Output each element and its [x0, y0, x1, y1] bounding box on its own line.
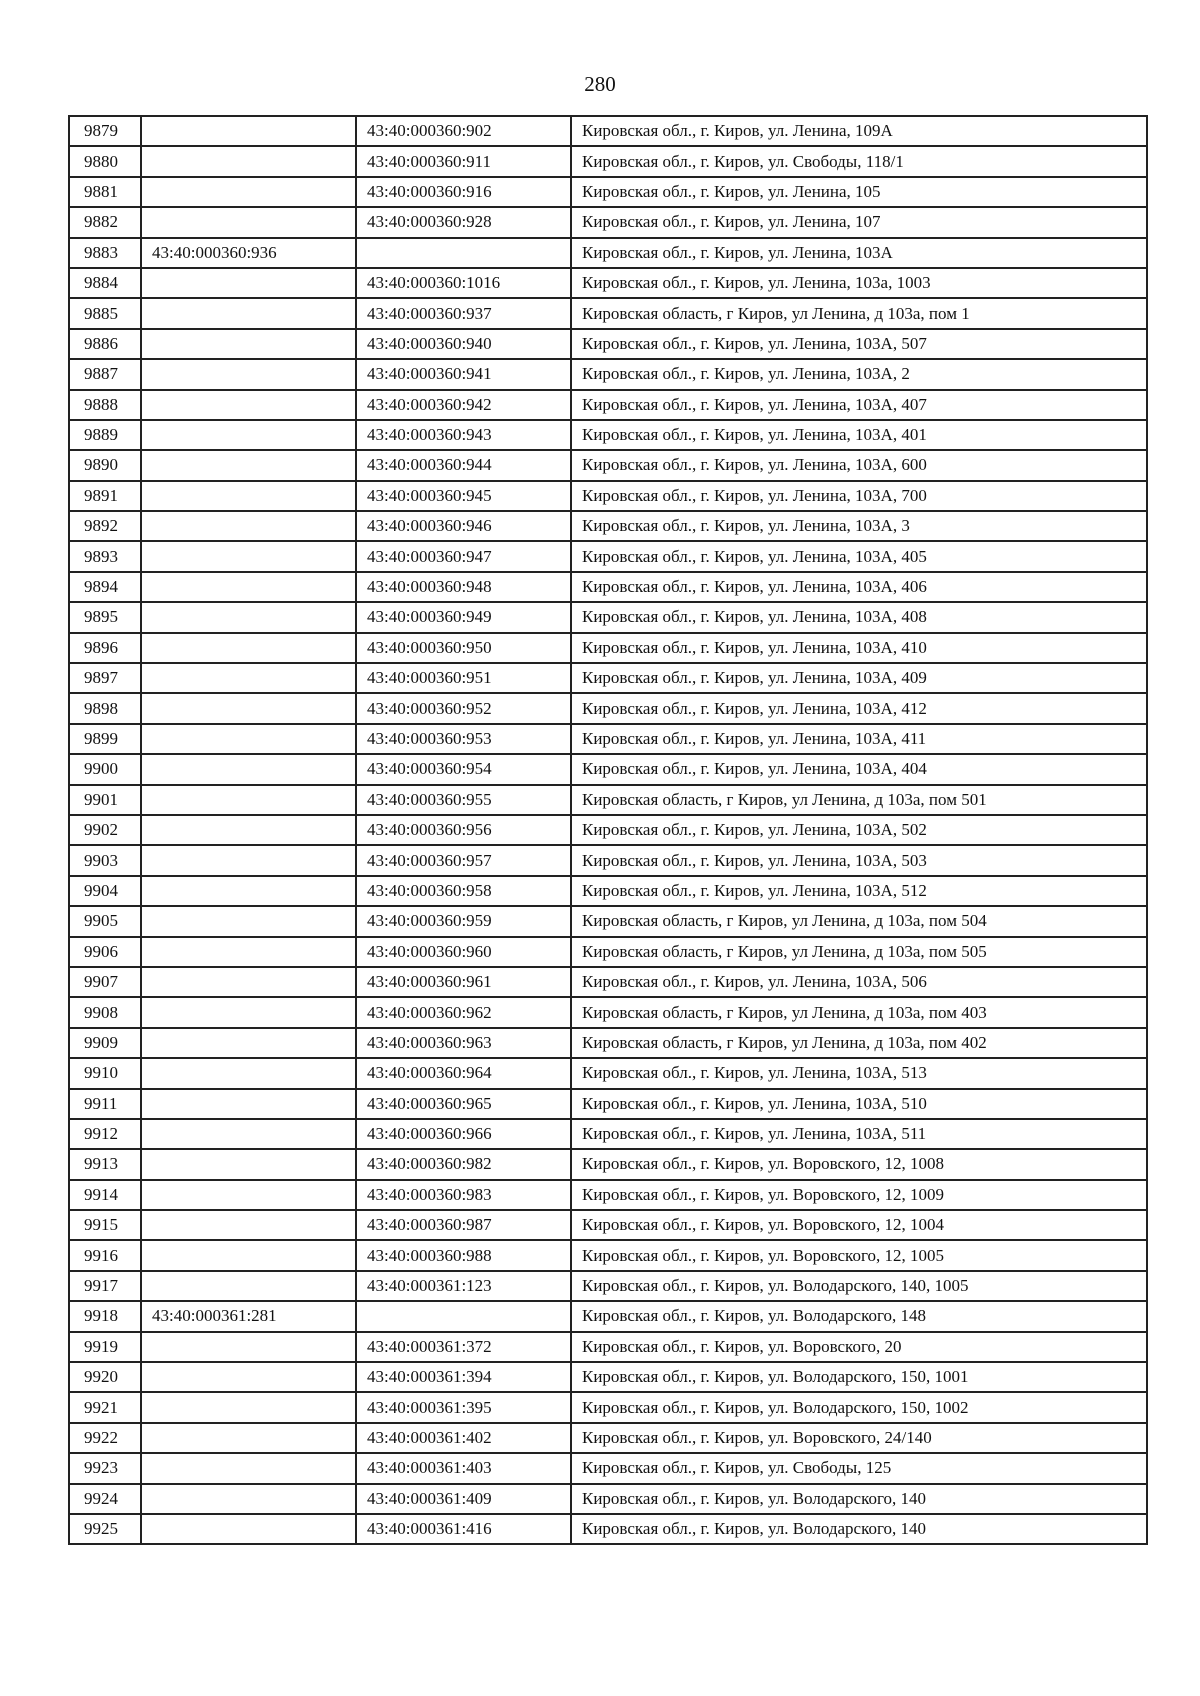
- land-cadastral-number-cell: [141, 1028, 356, 1058]
- address-cell: Кировская обл., г. Киров, ул. Ленина, 103А, 405: [571, 541, 1147, 571]
- row-number-cell: 9922: [69, 1423, 141, 1453]
- row-number-cell: 9908: [69, 997, 141, 1027]
- object-cadastral-number-cell: 43:40:000360:946: [356, 511, 571, 541]
- address-cell: Кировская обл., г. Киров, ул. Воровского, 12, 1008: [571, 1149, 1147, 1179]
- address-cell: Кировская обл., г. Киров, ул. Воровского, 12, 1005: [571, 1240, 1147, 1270]
- address-cell: Кировская обл., г. Киров, ул. Ленина, 103А, 512: [571, 876, 1147, 906]
- row-number-cell: 9881: [69, 177, 141, 207]
- address-cell: Кировская обл., г. Киров, ул. Ленина, 103А, 3: [571, 511, 1147, 541]
- table-row: [69, 1392, 1147, 1422]
- address-cell: Кировская обл., г. Киров, ул. Ленина, 103А, 2: [571, 359, 1147, 389]
- land-cadastral-number-cell: [141, 1058, 356, 1088]
- row-number-cell: 9910: [69, 1058, 141, 1088]
- table-row: [69, 450, 1147, 480]
- row-number-cell: 9916: [69, 1240, 141, 1270]
- address-cell: Кировская область, г Киров, ул Ленина, д 103а, пом 501: [571, 785, 1147, 815]
- row-number-cell: 9898: [69, 693, 141, 723]
- table-row: [69, 146, 1147, 176]
- row-number-cell: 9901: [69, 785, 141, 815]
- row-number-cell: 9902: [69, 815, 141, 845]
- land-cadastral-number-cell: [141, 693, 356, 723]
- address-cell: Кировская обл., г. Киров, ул. Ленина, 103А, 411: [571, 724, 1147, 754]
- address-cell: Кировская обл., г. Киров, ул. Воровского, 12, 1004: [571, 1210, 1147, 1240]
- land-cadastral-number-cell: [141, 146, 356, 176]
- object-cadastral-number-cell: 43:40:000360:988: [356, 1240, 571, 1270]
- address-cell: Кировская обл., г. Киров, ул. Ленина, 103а, 1003: [571, 268, 1147, 298]
- table-row: [69, 663, 1147, 693]
- object-cadastral-number-cell: 43:40:000360:943: [356, 420, 571, 450]
- address-cell: Кировская обл., г. Киров, ул. Воровского, 12, 1009: [571, 1180, 1147, 1210]
- row-number-cell: 9914: [69, 1180, 141, 1210]
- table-row: [69, 481, 1147, 511]
- table-row: [69, 1271, 1147, 1301]
- page-number: 280: [584, 72, 616, 96]
- land-cadastral-number-cell: [141, 1484, 356, 1514]
- object-cadastral-number-cell: 43:40:000361:402: [356, 1423, 571, 1453]
- address-cell: Кировская обл., г. Киров, ул. Ленина, 103А, 503: [571, 845, 1147, 875]
- land-cadastral-number-cell: [141, 1240, 356, 1270]
- table-row: [69, 1453, 1147, 1483]
- object-cadastral-number-cell: 43:40:000360:987: [356, 1210, 571, 1240]
- address-cell: Кировская область, г Киров, ул Ленина, д 103а, пом 504: [571, 906, 1147, 936]
- land-cadastral-number-cell: [141, 845, 356, 875]
- object-cadastral-number-cell: 43:40:000360:954: [356, 754, 571, 784]
- table-row: [69, 390, 1147, 420]
- object-cadastral-number-cell: 43:40:000360:937: [356, 298, 571, 328]
- row-number-cell: 9888: [69, 390, 141, 420]
- object-cadastral-number-cell: 43:40:000360:982: [356, 1149, 571, 1179]
- land-cadastral-number-cell: [141, 785, 356, 815]
- row-number-cell: 9882: [69, 207, 141, 237]
- row-number-cell: 9909: [69, 1028, 141, 1058]
- address-cell: Кировская обл., г. Киров, ул. Ленина, 103А, 406: [571, 572, 1147, 602]
- row-number-cell: 9925: [69, 1514, 141, 1544]
- object-cadastral-number-cell: 43:40:000360:955: [356, 785, 571, 815]
- object-cadastral-number-cell: 43:40:000360:953: [356, 724, 571, 754]
- row-number-cell: 9895: [69, 602, 141, 632]
- land-cadastral-number-cell: [141, 116, 356, 146]
- address-cell: Кировская область, г Киров, ул Ленина, д 103а, пом 505: [571, 937, 1147, 967]
- address-cell: Кировская обл., г. Киров, ул. Ленина, 103А, 408: [571, 602, 1147, 632]
- land-cadastral-number-cell: [141, 511, 356, 541]
- land-cadastral-number-cell: [141, 1423, 356, 1453]
- land-cadastral-number-cell: [141, 1149, 356, 1179]
- row-number-cell: 9917: [69, 1271, 141, 1301]
- row-number-cell: 9905: [69, 906, 141, 936]
- registry-table: [68, 115, 1148, 1545]
- land-cadastral-number-cell: [141, 997, 356, 1027]
- row-number-cell: 9883: [69, 238, 141, 268]
- object-cadastral-number-cell: 43:40:000360:911: [356, 146, 571, 176]
- table-row: [69, 1362, 1147, 1392]
- address-cell: Кировская обл., г. Киров, ул. Ленина, 103А, 407: [571, 390, 1147, 420]
- address-cell: Кировская обл., г. Киров, ул. Воровского, 24/140: [571, 1423, 1147, 1453]
- table-row: [69, 207, 1147, 237]
- land-cadastral-number-cell: [141, 1514, 356, 1544]
- table-row: [69, 1240, 1147, 1270]
- table-row: [69, 298, 1147, 328]
- land-cadastral-number-cell: [141, 1089, 356, 1119]
- table-row: [69, 754, 1147, 784]
- land-cadastral-number-cell: [141, 1271, 356, 1301]
- table-row: [69, 1119, 1147, 1149]
- land-cadastral-number-cell: [141, 633, 356, 663]
- land-cadastral-number-cell: [141, 663, 356, 693]
- row-number-cell: 9879: [69, 116, 141, 146]
- land-cadastral-number-cell: [141, 268, 356, 298]
- row-number-cell: 9912: [69, 1119, 141, 1149]
- land-cadastral-number-cell: [141, 876, 356, 906]
- table-row: [69, 1484, 1147, 1514]
- address-cell: Кировская область, г Киров, ул Ленина, д 103а, пом 402: [571, 1028, 1147, 1058]
- object-cadastral-number-cell: 43:40:000361:394: [356, 1362, 571, 1392]
- address-cell: Кировская обл., г. Киров, ул. Ленина, 103А, 600: [571, 450, 1147, 480]
- address-cell: Кировская обл., г. Киров, ул. Ленина, 103А, 507: [571, 329, 1147, 359]
- table-row: [69, 572, 1147, 602]
- land-cadastral-number-cell: [141, 1119, 356, 1149]
- row-number-cell: 9915: [69, 1210, 141, 1240]
- row-number-cell: 9899: [69, 724, 141, 754]
- land-cadastral-number-cell: [141, 420, 356, 450]
- table-row: [69, 967, 1147, 997]
- land-cadastral-number-cell: [141, 450, 356, 480]
- object-cadastral-number-cell: 43:40:000360:945: [356, 481, 571, 511]
- table-row: [69, 693, 1147, 723]
- row-number-cell: 9906: [69, 937, 141, 967]
- row-number-cell: 9896: [69, 633, 141, 663]
- row-number-cell: 9907: [69, 967, 141, 997]
- object-cadastral-number-cell: 43:40:000360:941: [356, 359, 571, 389]
- table-row: [69, 1028, 1147, 1058]
- row-number-cell: 9911: [69, 1089, 141, 1119]
- address-cell: Кировская обл., г. Киров, ул. Ленина, 103А, 404: [571, 754, 1147, 784]
- table-row: [69, 906, 1147, 936]
- object-cadastral-number-cell: 43:40:000360:944: [356, 450, 571, 480]
- object-cadastral-number-cell: 43:40:000360:961: [356, 967, 571, 997]
- table-row: [69, 785, 1147, 815]
- row-number-cell: 9889: [69, 420, 141, 450]
- object-cadastral-number-cell: 43:40:000360:960: [356, 937, 571, 967]
- address-cell: Кировская обл., г. Киров, ул. Ленина, 103А, 511: [571, 1119, 1147, 1149]
- table-row: [69, 329, 1147, 359]
- table-row: [69, 1058, 1147, 1088]
- land-cadastral-number-cell: [141, 207, 356, 237]
- row-number-cell: 9884: [69, 268, 141, 298]
- address-cell: Кировская обл., г. Киров, ул. Володарского, 150, 1001: [571, 1362, 1147, 1392]
- address-cell: Кировская обл., г. Киров, ул. Ленина, 103А, 409: [571, 663, 1147, 693]
- row-number-cell: 9920: [69, 1362, 141, 1392]
- land-cadastral-number-cell: 43:40:000360:936: [141, 238, 356, 268]
- object-cadastral-number-cell: 43:40:000360:966: [356, 1119, 571, 1149]
- address-cell: Кировская обл., г. Киров, ул. Володарского, 140: [571, 1514, 1147, 1544]
- row-number-cell: 9894: [69, 572, 141, 602]
- table-row: [69, 1089, 1147, 1119]
- address-cell: Кировская обл., г. Киров, ул. Володарского, 148: [571, 1301, 1147, 1331]
- table-row: [69, 1301, 1147, 1331]
- land-cadastral-number-cell: [141, 1332, 356, 1362]
- object-cadastral-number-cell: 43:40:000360:964: [356, 1058, 571, 1088]
- address-cell: Кировская область, г Киров, ул Ленина, д 103а, пом 1: [571, 298, 1147, 328]
- table-row: [69, 116, 1147, 146]
- land-cadastral-number-cell: [141, 1453, 356, 1483]
- address-cell: Кировская обл., г. Киров, ул. Ленина, 107: [571, 207, 1147, 237]
- land-cadastral-number-cell: [141, 1180, 356, 1210]
- table-row: [69, 359, 1147, 389]
- object-cadastral-number-cell: 43:40:000360:951: [356, 663, 571, 693]
- table-row: [69, 268, 1147, 298]
- table-row: [69, 1423, 1147, 1453]
- row-number-cell: 9886: [69, 329, 141, 359]
- address-cell: Кировская обл., г. Киров, ул. Володарского, 140: [571, 1484, 1147, 1514]
- land-cadastral-number-cell: [141, 298, 356, 328]
- row-number-cell: 9924: [69, 1484, 141, 1514]
- address-cell: Кировская обл., г. Киров, ул. Ленина, 103А, 700: [571, 481, 1147, 511]
- address-cell: Кировская обл., г. Киров, ул. Ленина, 109А: [571, 116, 1147, 146]
- land-cadastral-number-cell: [141, 1392, 356, 1422]
- table-row: [69, 420, 1147, 450]
- object-cadastral-number-cell: 43:40:000360:940: [356, 329, 571, 359]
- table-row: [69, 845, 1147, 875]
- row-number-cell: 9919: [69, 1332, 141, 1362]
- address-cell: Кировская обл., г. Киров, ул. Ленина, 103А, 506: [571, 967, 1147, 997]
- address-cell: Кировская обл., г. Киров, ул. Ленина, 105: [571, 177, 1147, 207]
- object-cadastral-number-cell: 43:40:000360:916: [356, 177, 571, 207]
- address-cell: Кировская обл., г. Киров, ул. Свободы, 118/1: [571, 146, 1147, 176]
- address-cell: Кировская обл., г. Киров, ул. Ленина, 103А, 502: [571, 815, 1147, 845]
- land-cadastral-number-cell: [141, 541, 356, 571]
- table-row: [69, 177, 1147, 207]
- row-number-cell: 9892: [69, 511, 141, 541]
- object-cadastral-number-cell: [356, 1301, 571, 1331]
- land-cadastral-number-cell: [141, 937, 356, 967]
- address-cell: Кировская обл., г. Киров, ул. Ленина, 103А, 412: [571, 693, 1147, 723]
- object-cadastral-number-cell: 43:40:000360:962: [356, 997, 571, 1027]
- table-row: [69, 633, 1147, 663]
- row-number-cell: 9890: [69, 450, 141, 480]
- land-cadastral-number-cell: [141, 967, 356, 997]
- table-row: [69, 876, 1147, 906]
- object-cadastral-number-cell: 43:40:000360:983: [356, 1180, 571, 1210]
- row-number-cell: 9923: [69, 1453, 141, 1483]
- row-number-cell: 9903: [69, 845, 141, 875]
- address-cell: Кировская обл., г. Киров, ул. Ленина, 103А, 513: [571, 1058, 1147, 1088]
- object-cadastral-number-cell: 43:40:000361:372: [356, 1332, 571, 1362]
- address-cell: Кировская обл., г. Киров, ул. Володарского, 140, 1005: [571, 1271, 1147, 1301]
- land-cadastral-number-cell: [141, 754, 356, 784]
- row-number-cell: 9885: [69, 298, 141, 328]
- table-row: [69, 1332, 1147, 1362]
- object-cadastral-number-cell: 43:40:000360:928: [356, 207, 571, 237]
- object-cadastral-number-cell: 43:40:000361:409: [356, 1484, 571, 1514]
- address-cell: Кировская обл., г. Киров, ул. Ленина, 103А, 410: [571, 633, 1147, 663]
- address-cell: Кировская обл., г. Киров, ул. Воровского, 20: [571, 1332, 1147, 1362]
- table-row: [69, 1180, 1147, 1210]
- object-cadastral-number-cell: [356, 238, 571, 268]
- address-cell: Кировская область, г Киров, ул Ленина, д 103а, пом 403: [571, 997, 1147, 1027]
- registry-table-body: [69, 116, 1147, 1544]
- object-cadastral-number-cell: 43:40:000360:952: [356, 693, 571, 723]
- table-row: [69, 1210, 1147, 1240]
- address-cell: Кировская обл., г. Киров, ул. Ленина, 103А, 510: [571, 1089, 1147, 1119]
- object-cadastral-number-cell: 43:40:000360:959: [356, 906, 571, 936]
- object-cadastral-number-cell: 43:40:000361:416: [356, 1514, 571, 1544]
- address-cell: Кировская обл., г. Киров, ул. Ленина, 103А: [571, 238, 1147, 268]
- land-cadastral-number-cell: [141, 390, 356, 420]
- row-number-cell: 9893: [69, 541, 141, 571]
- table-row: [69, 1514, 1147, 1544]
- object-cadastral-number-cell: 43:40:000360:956: [356, 815, 571, 845]
- land-cadastral-number-cell: [141, 906, 356, 936]
- object-cadastral-number-cell: 43:40:000360:949: [356, 602, 571, 632]
- land-cadastral-number-cell: [141, 481, 356, 511]
- object-cadastral-number-cell: 43:40:000360:958: [356, 876, 571, 906]
- table-row: [69, 997, 1147, 1027]
- object-cadastral-number-cell: 43:40:000360:1016: [356, 268, 571, 298]
- address-cell: Кировская обл., г. Киров, ул. Володарского, 150, 1002: [571, 1392, 1147, 1422]
- table-row: [69, 238, 1147, 268]
- table-row: [69, 511, 1147, 541]
- land-cadastral-number-cell: [141, 359, 356, 389]
- row-number-cell: 9880: [69, 146, 141, 176]
- object-cadastral-number-cell: 43:40:000360:947: [356, 541, 571, 571]
- object-cadastral-number-cell: 43:40:000360:902: [356, 116, 571, 146]
- row-number-cell: 9904: [69, 876, 141, 906]
- land-cadastral-number-cell: [141, 815, 356, 845]
- land-cadastral-number-cell: [141, 1210, 356, 1240]
- row-number-cell: 9887: [69, 359, 141, 389]
- land-cadastral-number-cell: [141, 724, 356, 754]
- table-row: [69, 815, 1147, 845]
- land-cadastral-number-cell: [141, 602, 356, 632]
- land-cadastral-number-cell: [141, 177, 356, 207]
- row-number-cell: 9900: [69, 754, 141, 784]
- object-cadastral-number-cell: 43:40:000360:942: [356, 390, 571, 420]
- object-cadastral-number-cell: 43:40:000360:963: [356, 1028, 571, 1058]
- object-cadastral-number-cell: 43:40:000360:957: [356, 845, 571, 875]
- land-cadastral-number-cell: 43:40:000361:281: [141, 1301, 356, 1331]
- row-number-cell: 9891: [69, 481, 141, 511]
- land-cadastral-number-cell: [141, 1362, 356, 1392]
- table-row: [69, 541, 1147, 571]
- row-number-cell: 9918: [69, 1301, 141, 1331]
- object-cadastral-number-cell: 43:40:000360:950: [356, 633, 571, 663]
- row-number-cell: 9913: [69, 1149, 141, 1179]
- row-number-cell: 9897: [69, 663, 141, 693]
- address-cell: Кировская обл., г. Киров, ул. Свободы, 125: [571, 1453, 1147, 1483]
- table-row: [69, 1149, 1147, 1179]
- object-cadastral-number-cell: 43:40:000360:965: [356, 1089, 571, 1119]
- object-cadastral-number-cell: 43:40:000360:948: [356, 572, 571, 602]
- land-cadastral-number-cell: [141, 572, 356, 602]
- land-cadastral-number-cell: [141, 329, 356, 359]
- table-row: [69, 724, 1147, 754]
- object-cadastral-number-cell: 43:40:000361:403: [356, 1453, 571, 1483]
- object-cadastral-number-cell: 43:40:000361:123: [356, 1271, 571, 1301]
- object-cadastral-number-cell: 43:40:000361:395: [356, 1392, 571, 1422]
- table-row: [69, 602, 1147, 632]
- table-row: [69, 937, 1147, 967]
- address-cell: Кировская обл., г. Киров, ул. Ленина, 103А, 401: [571, 420, 1147, 450]
- row-number-cell: 9921: [69, 1392, 141, 1422]
